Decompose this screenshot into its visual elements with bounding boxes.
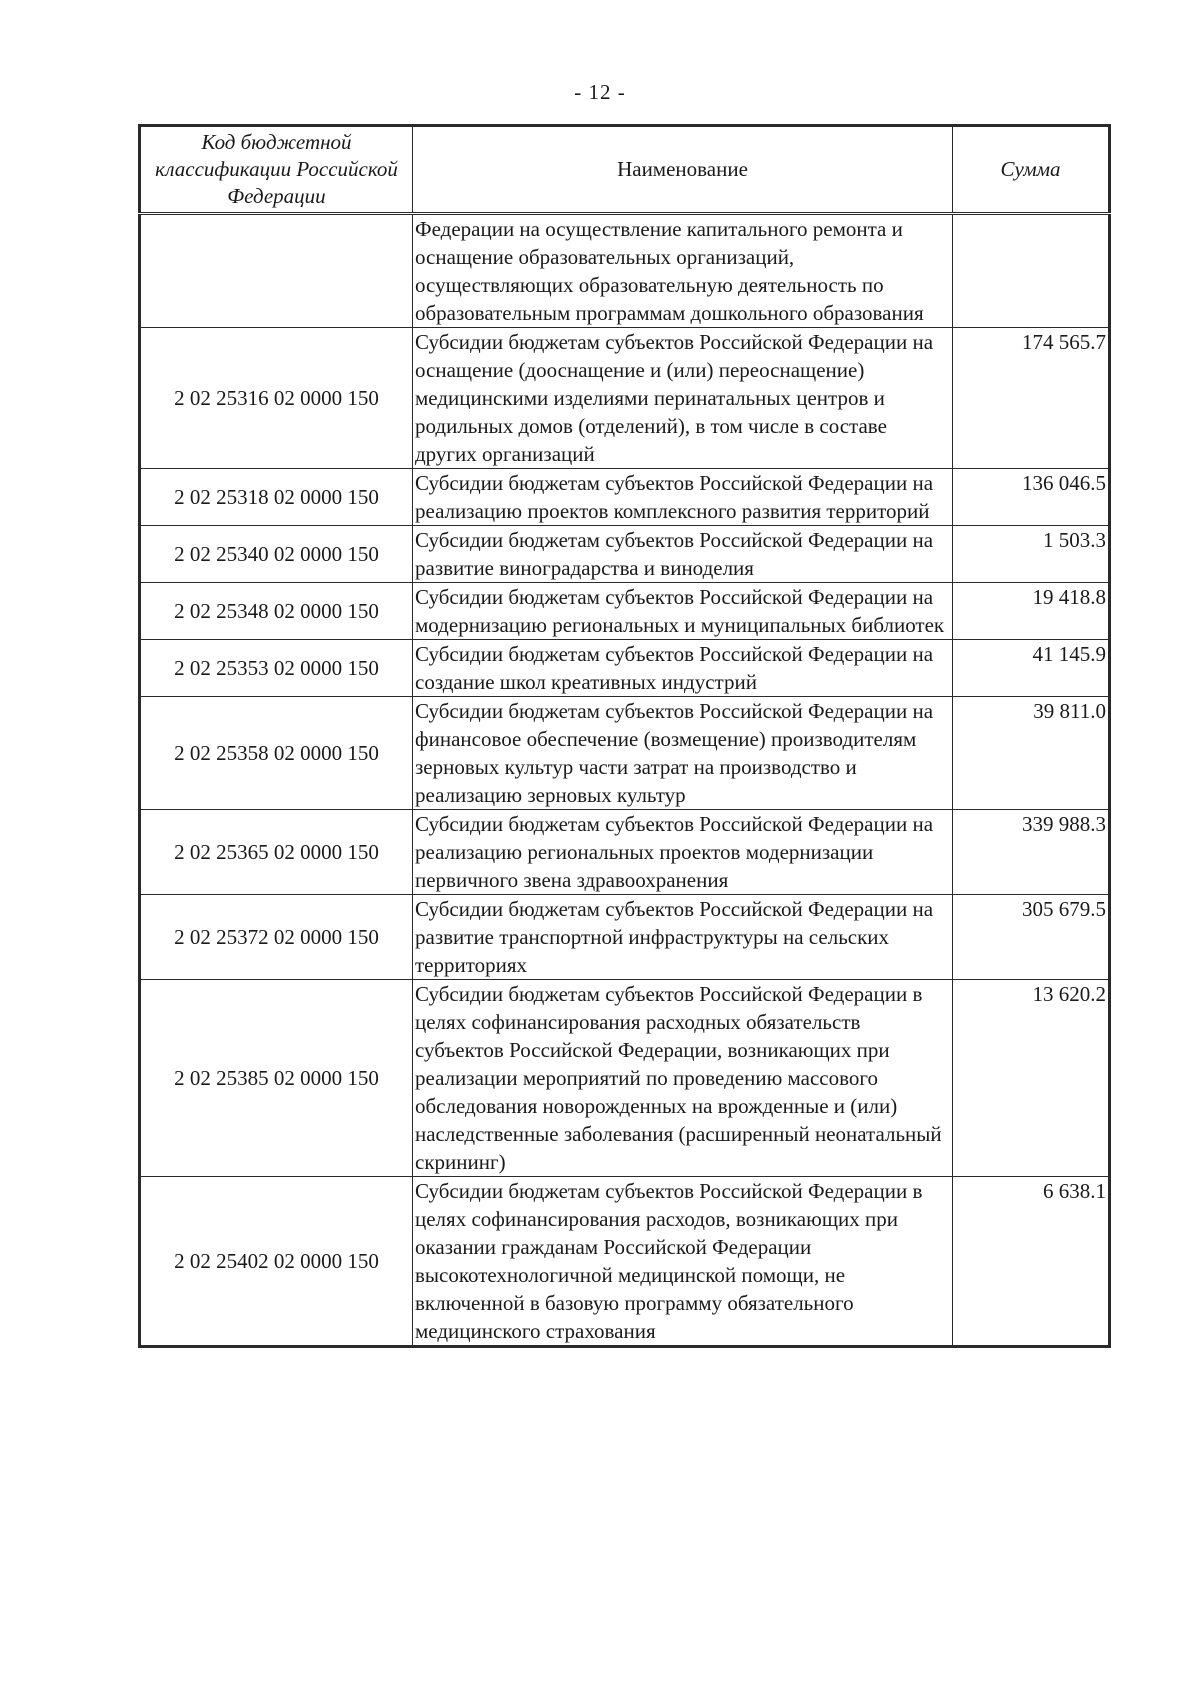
table-row (140, 980, 1110, 1177)
header-name: Наименование (413, 126, 953, 214)
table-row (140, 697, 1110, 810)
row-code: 2 02 25372 02 0000 150 (140, 895, 413, 980)
row-name: Субсидии бюджетам субъектов Российской Федерации на оснащение (дооснащение и (или) переоснащение) медицинскими изделиями перинатальных центров и родильных домов (отделений), в том числе в составе других организаций (413, 328, 953, 469)
table-row (140, 214, 1110, 328)
table-row (140, 583, 1110, 640)
row-sum: 174 565.7 (953, 328, 1110, 469)
header-code: Код бюджетной классификации Российской Федерации (140, 126, 413, 214)
table-row (140, 328, 1110, 469)
budget-table (138, 124, 1111, 1348)
table-row (140, 810, 1110, 895)
row-sum (953, 214, 1110, 328)
row-sum: 39 811.0 (953, 697, 1110, 810)
header-sum: Сумма (953, 126, 1110, 214)
row-name: Субсидии бюджетам субъектов Российской Федерации на реализацию региональных проектов модернизации первичного звена здравоохранения (413, 810, 953, 895)
row-name: Федерации на осуществление капитального ремонта и оснащение образовательных организаций, осуществляющих образовательную деятельность по образовательным программам дошкольного образования (413, 214, 953, 328)
row-code: 2 02 25353 02 0000 150 (140, 640, 413, 697)
table-row (140, 895, 1110, 980)
row-sum: 13 620.2 (953, 980, 1110, 1177)
row-sum: 6 638.1 (953, 1177, 1110, 1347)
table-header-row (140, 126, 1110, 214)
row-sum: 339 988.3 (953, 810, 1110, 895)
row-name: Субсидии бюджетам субъектов Российской Федерации на развитие транспортной инфраструктуры на сельских территориях (413, 895, 953, 980)
row-code: 2 02 25358 02 0000 150 (140, 697, 413, 810)
row-code: 2 02 25318 02 0000 150 (140, 469, 413, 526)
row-name: Субсидии бюджетам субъектов Российской Федерации на создание школ креативных индустрий (413, 640, 953, 697)
row-sum: 1 503.3 (953, 526, 1110, 583)
row-name: Субсидии бюджетам субъектов Российской Федерации в целях софинансирования расходных обязательств субъектов Российской Федерации, возникающих при реализации мероприятий по проведению массового обследования новорожденных на врожденные и (или) наследственные заболевания (расширенный неонатальный скрининг) (413, 980, 953, 1177)
table-row (140, 640, 1110, 697)
row-code: 2 02 25348 02 0000 150 (140, 583, 413, 640)
page-number: - 12 - (574, 80, 626, 104)
row-name: Субсидии бюджетам субъектов Российской Федерации в целях софинансирования расходов, возникающих при оказании гражданам Российской Федерации высокотехнологичной медицинской помощи, не включенной в базовую программу обязательного медицинского страхования (413, 1177, 953, 1347)
row-name: Субсидии бюджетам субъектов Российской Федерации на развитие виноградарства и виноделия (413, 526, 953, 583)
row-code (140, 214, 413, 328)
row-sum: 19 418.8 (953, 583, 1110, 640)
row-code: 2 02 25340 02 0000 150 (140, 526, 413, 583)
table-row (140, 526, 1110, 583)
row-code: 2 02 25385 02 0000 150 (140, 980, 413, 1177)
table-row (140, 1177, 1110, 1347)
row-name: Субсидии бюджетам субъектов Российской Федерации на модернизацию региональных и муниципальных библиотек (413, 583, 953, 640)
row-code: 2 02 25402 02 0000 150 (140, 1177, 413, 1347)
row-sum: 136 046.5 (953, 469, 1110, 526)
row-sum: 305 679.5 (953, 895, 1110, 980)
table-row (140, 469, 1110, 526)
row-name: Субсидии бюджетам субъектов Российской Федерации на финансовое обеспечение (возмещение) производителям зерновых культур части затрат на производство и реализацию зерновых культур (413, 697, 953, 810)
row-code: 2 02 25365 02 0000 150 (140, 810, 413, 895)
row-name: Субсидии бюджетам субъектов Российской Федерации на реализацию проектов комплексного развития территорий (413, 469, 953, 526)
row-code: 2 02 25316 02 0000 150 (140, 328, 413, 469)
row-sum: 41 145.9 (953, 640, 1110, 697)
